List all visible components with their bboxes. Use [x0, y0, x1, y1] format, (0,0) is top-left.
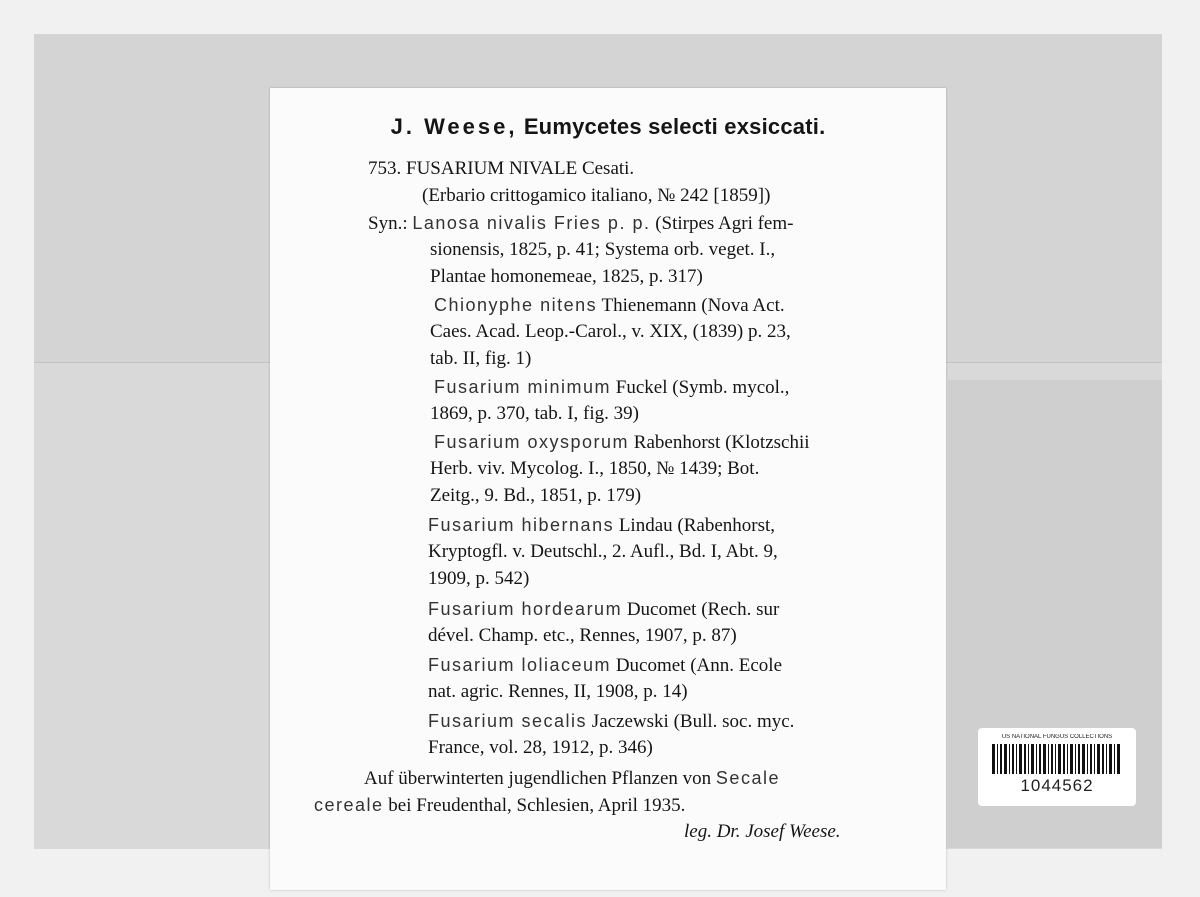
host-genus: Secale: [715, 768, 780, 788]
habitat-text-2: bei Freudenthal, Schlesien, April 1935.: [388, 795, 686, 816]
syn7-name: Fusarium loliaceum: [428, 655, 612, 675]
syn3-ref-2: 1869, p. 370, tab. I, fig. 39): [430, 403, 639, 424]
syn4-ref-2: Herb. viv. Mycolog. I., 1850, № 1439; Bot.: [430, 458, 760, 479]
habitat-text-1: Auf überwinterten jugendlichen Pflanzen von: [364, 768, 712, 789]
title-author: J. Weese,: [390, 114, 518, 139]
syn2-ref-2: Caes. Acad. Leop.-Carol., v. XIX, (1839) p. 23,: [430, 321, 791, 342]
syn5-ref: Lindau (Rabenhorst,: [618, 515, 776, 536]
syn7-ref: Ducomet (Ann. Ecole: [615, 655, 783, 676]
syn3-ref: Fuckel (Symb. mycol.,: [615, 377, 790, 398]
habitat-line-1: [364, 767, 780, 790]
habitat-line-2: [314, 794, 685, 817]
collector: leg. Dr. Josef Weese.: [684, 821, 841, 842]
syn4-name: Fusarium oxysporum: [434, 432, 630, 452]
syn7-line: [428, 654, 782, 677]
exsiccata-label: [270, 88, 946, 890]
syn5-ref-3: 1909, p. 542): [428, 568, 530, 589]
barcode-label: [978, 728, 1136, 806]
syn1-ref-2: sionensis, 1825, p. 41; Systema orb. veget. I.,: [430, 239, 776, 260]
syn6-name: Fusarium hordearum: [428, 599, 623, 619]
entry-number: 753.: [368, 158, 402, 179]
syn-line-1: [368, 212, 793, 235]
syn5-ref-2: Kryptogfl. v. Deutschl., 2. Aufl., Bd. I, Abt. 9,: [428, 541, 778, 562]
barcode-header: US NATIONAL FUNGUS COLLECTIONS: [1001, 734, 1113, 740]
title-series: Eumycetes selecti exsiccati.: [523, 114, 826, 139]
syn1-ref-3: Plantae homonemeae, 1825, p. 317): [430, 266, 703, 287]
barcode-number: 1044562: [1020, 776, 1094, 795]
syn2-ref: Thienemann (Nova Act.: [601, 295, 785, 316]
syn5-name: Fusarium hibernans: [428, 515, 615, 535]
label-title: [270, 114, 946, 140]
syn4-line: [434, 431, 810, 454]
syn8-name: Fusarium secalis: [428, 711, 588, 731]
syn8-ref-2: France, vol. 28, 1912, p. 346): [428, 737, 653, 758]
syn7-ref-2: nat. agric. Rennes, II, 1908, p. 14): [428, 681, 688, 702]
species-name: FUSARIUM NIVALE Cesati.: [406, 158, 635, 179]
barcode-icon: [992, 744, 1122, 774]
entry-source: (Erbario crittogamico italiano, № 242 [1859]): [422, 185, 771, 206]
syn6-ref-2: dével. Champ. etc., Rennes, 1907, p. 87): [428, 625, 737, 646]
syn4-ref: Rabenhorst (Klotzschii: [633, 432, 810, 453]
syn-label: Syn.:: [368, 213, 408, 234]
syn2-name: Chionyphe nitens: [434, 295, 598, 315]
syn5-line: [428, 514, 775, 537]
host-epithet: cereale: [314, 795, 384, 815]
syn1-name: Lanosa nivalis Fries p. p.: [412, 213, 651, 233]
syn3-line: [434, 376, 789, 399]
syn4-ref-3: Zeitg., 9. Bd., 1851, p. 179): [430, 485, 642, 506]
syn3-name: Fusarium minimum: [434, 377, 612, 397]
syn2-ref-3: tab. II, fig. 1): [430, 348, 532, 369]
syn6-ref: Ducomet (Rech. sur: [626, 599, 780, 620]
syn8-line: [428, 710, 794, 733]
syn1-ref: (Stirpes Agri fem-: [655, 213, 794, 234]
syn8-ref: Jaczewski (Bull. soc. myc.: [591, 711, 795, 732]
syn2-line: [434, 294, 785, 317]
syn6-line: [428, 598, 779, 621]
entry-heading: [368, 158, 634, 180]
